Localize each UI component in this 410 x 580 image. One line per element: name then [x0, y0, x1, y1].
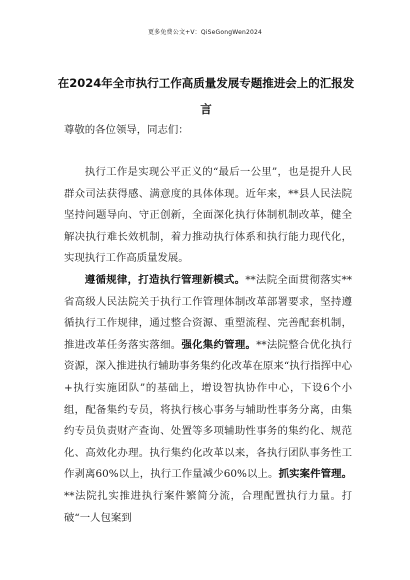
section-heading: 抓实案件管理。: [278, 468, 352, 481]
section-heading: 遵循规律，打造执行管理新模式。: [84, 274, 246, 286]
paragraph-intro: 执行工作是实现公平正义的“最后一公里”，也是提升人民群众司法获得感、满意度的具体体现。近年来，**县人民法院坚持问题导向、守正创新，全面深化执行体制机制改革，健全解决执行难长效机制，着力推动执行体系和执行能力现代化，实现执行工作高质量发展。: [64, 166, 352, 265]
paragraph-text: **法院扎实推进执行案件繁简分流，合理配置执行力量。打破“一人包案到: [64, 489, 352, 524]
section-heading: 强化集约管理。: [181, 338, 257, 351]
document-title: 在2024年全市执行工作高质量发展专题推进会上的汇报发言: [57, 76, 355, 116]
greeting: 尊敬的各位领导，同志们：: [64, 124, 189, 136]
paragraph-text: **法院全面贯彻落实**省高级人民法院关于执行工作管理体制改革部署要求，坚持遵循执行工作规律，通过整合资源、重塑流程、完善配套机制，推进改革任务落实落细。: [64, 274, 353, 351]
paragraph-text: **法院整合优化执行资源，深入推进执行辅助事务集约化改革在原来“执行指挥中心+执行实施团队”的基础上，增设智执协作中心，下设6个小组，配备集约专员，将执行核心事务与辅助性事务分离，由集约专员负责财产查询、处置等多项辅助性事务的集约化、规范化、高效化办理。执行集约化改革以来，各执行团队事务性工作剥离60%以上，执行工作量减少60%以上。: [64, 338, 353, 481]
header-note: 更多免费公文+V：QiSeGongWen2024: [147, 29, 263, 36]
paragraph-management: [64, 270, 352, 529]
